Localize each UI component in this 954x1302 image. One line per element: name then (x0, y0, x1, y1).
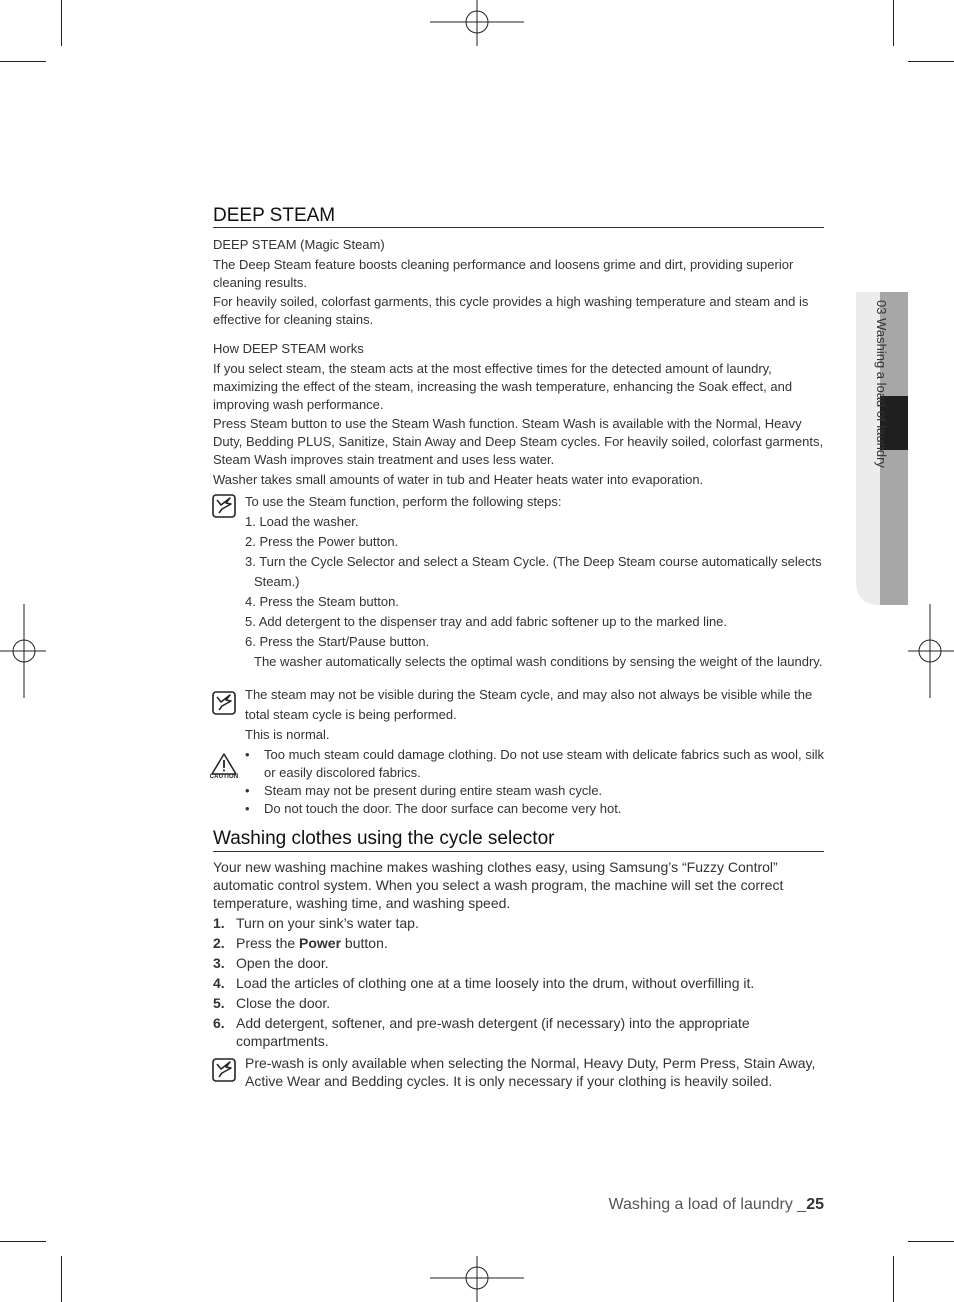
registration-mark-bottom (430, 1256, 524, 1302)
section-intro: Your new washing machine makes washing clothes easy, using Samsung’s “Fuzzy Control” automatic control system. When you select a wash program, the machine will set the correct temperature, washing time, and washing speed. (213, 859, 784, 911)
registration-mark-left (0, 604, 46, 698)
caution-triangle-icon (207, 752, 241, 776)
step-number: 1. (213, 915, 225, 931)
note-step-continued: Steam.) (254, 574, 300, 589)
note-text: This is normal. (245, 727, 330, 742)
footer-label: Washing a load of laundry _ (608, 1196, 807, 1213)
paragraph: Press Steam button to use the Steam Wash function. Steam Wash is available with the Normal, Heavy Duty, Bedding PLUS, Sanitize, Stain Away and Deep Steam cycles. For heavily soiled, colorfast garments, Steam Wash improves stain treatment and uses less water. (213, 416, 824, 467)
paragraph: The Deep Steam feature boosts cleaning performance and loosens grime and dirt, providing superior cleaning results. (213, 257, 794, 290)
step-text: Load the articles of clothing one at a time loosely into the drum, without overfilling it. (236, 975, 755, 991)
caution-label: CAUTION (209, 774, 239, 780)
side-tab-label: 03 Washing a load of laundry (874, 300, 889, 468)
note-step-detail: The washer automatically selects the optimal wash conditions by sensing the weight of the laundry. (254, 654, 823, 669)
paragraph: Washer takes small amounts of water in tub and Heater heats water into evaporation. (213, 472, 704, 487)
step-text: Add detergent, softener, and pre-wash detergent (if necessary) into the appropriate compartments. (236, 1015, 750, 1049)
section-rule (213, 851, 824, 852)
note-pencil-icon (212, 494, 236, 518)
note-pencil-icon (212, 691, 236, 715)
note-step: 5. Add detergent to the dispenser tray and add fabric softener up to the marked line. (245, 614, 728, 629)
caution-bullet-text: Steam may not be present during entire steam wash cycle. (264, 783, 603, 798)
numbered-step (213, 974, 754, 992)
chapter-side-tab (856, 292, 908, 605)
caution-block (207, 752, 241, 784)
step-number: 6. (213, 1015, 225, 1031)
step-number: 3. (213, 955, 225, 971)
caution-bullet-text: Too much steam could damage clothing. Do not use steam with delicate fabrics such as wool, silk or easily discolored fabrics. (264, 747, 824, 780)
note-step: 1. Load the washer. (245, 514, 359, 529)
caution-bullet-text: Do not touch the door. The door surface can become very hot. (264, 801, 622, 816)
numbered-step (213, 1014, 813, 1050)
caution-bullet (245, 800, 825, 818)
step-text (236, 935, 388, 951)
numbered-step (213, 954, 329, 972)
page-footer (608, 1196, 824, 1214)
bullet-dot: • (245, 747, 250, 762)
registration-mark-right (908, 604, 954, 698)
numbered-step (213, 994, 330, 1012)
step-number: 4. (213, 975, 225, 991)
step-text: Open the door. (236, 955, 329, 971)
note-step: 6. Press the Start/Pause button. (245, 634, 430, 649)
bullet-dot: • (245, 783, 250, 798)
step-text-pre: Press the (236, 935, 300, 951)
note-step: 2. Press the Power button. (245, 534, 399, 549)
bullet-dot: • (245, 801, 250, 816)
step-text: Turn on your sink’s water tap. (236, 915, 419, 931)
paragraph: For heavily soiled, colorfast garments, this cycle provides a high washing temperature and steam and is effective for cleaning stains. (213, 294, 809, 327)
numbered-step (213, 934, 388, 952)
step-number: 2. (213, 935, 225, 951)
note-intro: To use the Steam function, perform the following steps: (245, 494, 562, 509)
section-title-deep-steam: DEEP STEAM (213, 205, 336, 226)
step-text: Close the door. (236, 995, 331, 1011)
note-text: The steam may not be visible during the Steam cycle, and may also not always be visible while the (245, 687, 813, 702)
caution-bullet (245, 746, 825, 782)
note-text: Pre-wash is only available when selecting the Normal, Heavy Duty, Perm Press, Stain Away, Active Wear and Bedding cycles. It is only necessary if your clothing is heavily soiled. (245, 1055, 816, 1089)
section-title-cycle-selector: Washing clothes using the cycle selector (213, 828, 555, 849)
power-button-label: Power (299, 935, 342, 951)
numbered-step (213, 914, 419, 932)
step-text-post: button. (341, 935, 388, 951)
note-text: total steam cycle is being performed. (245, 707, 457, 722)
note-step: 4. Press the Steam button. (245, 594, 399, 609)
subheading-magic-steam: DEEP STEAM (Magic Steam) (213, 237, 385, 252)
step-number: 5. (213, 995, 225, 1011)
note-pencil-icon (212, 1058, 236, 1082)
subheading-how-it-works: How DEEP STEAM works (213, 341, 364, 356)
registration-mark-top (430, 0, 524, 46)
note-step: 3. Turn the Cycle Selector and select a Steam Cycle. (The Deep Steam course automatically selects (245, 554, 822, 569)
section-rule (213, 227, 824, 228)
paragraph: If you select steam, the steam acts at the most effective times for the detected amount of laundry, maximizing the effect of the steam, increasing the wash temperature, enhancing the Soak effect, and improving wash performance. (213, 361, 793, 412)
caution-bullet (245, 782, 825, 800)
page-number: 25 (806, 1196, 824, 1213)
